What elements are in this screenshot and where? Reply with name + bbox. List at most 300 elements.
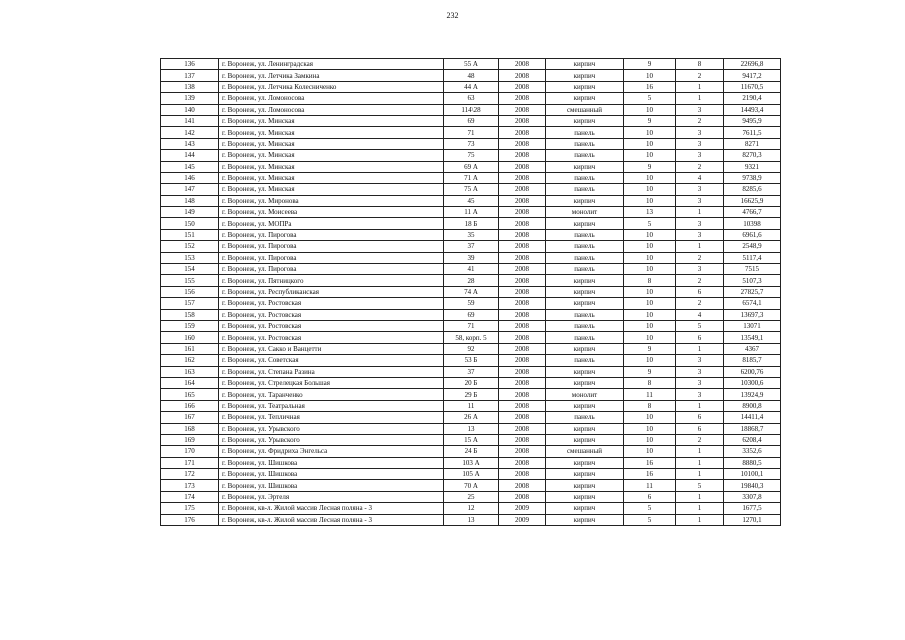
area-cell: 6961,6 [724, 229, 781, 240]
entrances-cell: 2 [676, 298, 724, 309]
wall-material-cell: монолит [546, 207, 624, 218]
table-row [161, 229, 781, 240]
address-cell: г. Воронеж, ул. Урывского [219, 434, 444, 445]
floors-cell: 10 [624, 309, 676, 320]
wall-material-cell: монолит [546, 389, 624, 400]
table-row [161, 127, 781, 138]
year-cell: 2008 [499, 332, 546, 343]
floors-cell: 10 [624, 355, 676, 366]
area-cell: 8271 [724, 138, 781, 149]
table-row [161, 93, 781, 104]
wall-material-cell: кирпич [546, 115, 624, 126]
entrances-cell: 3 [676, 377, 724, 388]
year-cell: 2008 [499, 355, 546, 366]
area-cell: 2190,4 [724, 93, 781, 104]
address-cell: г. Воронеж, ул. Сакко и Ванцетти [219, 343, 444, 354]
entrances-cell: 6 [676, 423, 724, 434]
entrances-cell: 1 [676, 207, 724, 218]
house-number-cell: 11 А [444, 207, 499, 218]
area-cell: 5117,4 [724, 252, 781, 263]
entrances-cell: 3 [676, 104, 724, 115]
address-cell: г. Воронеж, кв-л. Жилой массив Лесная поляна - 3 [219, 503, 444, 514]
row-number-cell: 142 [161, 127, 219, 138]
wall-material-cell: кирпич [546, 377, 624, 388]
table-row [161, 70, 781, 81]
wall-material-cell: кирпич [546, 70, 624, 81]
entrances-cell: 2 [676, 161, 724, 172]
address-cell: г. Воронеж, ул. Минская [219, 172, 444, 183]
table-row [161, 275, 781, 286]
table-row [161, 457, 781, 468]
wall-material-cell: кирпич [546, 298, 624, 309]
year-cell: 2008 [499, 457, 546, 468]
table-row [161, 195, 781, 206]
table-row [161, 389, 781, 400]
row-number-cell: 162 [161, 355, 219, 366]
table-row [161, 264, 781, 275]
wall-material-cell: панель [546, 138, 624, 149]
table-row [161, 514, 781, 525]
entrances-cell: 1 [676, 400, 724, 411]
entrances-cell: 1 [676, 241, 724, 252]
area-cell: 6200,76 [724, 366, 781, 377]
row-number-cell: 139 [161, 93, 219, 104]
year-cell: 2009 [499, 503, 546, 514]
house-number-cell: 71 А [444, 172, 499, 183]
address-cell: г. Воронеж, ул. Ростовская [219, 320, 444, 331]
row-number-cell: 161 [161, 343, 219, 354]
area-cell: 2548,9 [724, 241, 781, 252]
address-cell: г. Воронеж, ул. МОПРа [219, 218, 444, 229]
table-row [161, 491, 781, 502]
address-cell: г. Воронеж, ул. Эртеля [219, 491, 444, 502]
year-cell: 2008 [499, 127, 546, 138]
table-row [161, 434, 781, 445]
entrances-cell: 3 [676, 150, 724, 161]
house-number-cell: 12 [444, 503, 499, 514]
table-row [161, 161, 781, 172]
row-number-cell: 166 [161, 400, 219, 411]
house-number-cell: 20 Б [444, 377, 499, 388]
wall-material-cell: панель [546, 412, 624, 423]
area-cell: 9417,2 [724, 70, 781, 81]
row-number-cell: 173 [161, 480, 219, 491]
wall-material-cell: кирпич [546, 423, 624, 434]
house-number-cell: 26 А [444, 412, 499, 423]
wall-material-cell: кирпич [546, 81, 624, 92]
row-number-cell: 144 [161, 150, 219, 161]
wall-material-cell: кирпич [546, 218, 624, 229]
table-row [161, 423, 781, 434]
area-cell: 8880,5 [724, 457, 781, 468]
floors-cell: 5 [624, 93, 676, 104]
year-cell: 2008 [499, 150, 546, 161]
floors-cell: 10 [624, 138, 676, 149]
row-number-cell: 145 [161, 161, 219, 172]
table-row [161, 150, 781, 161]
house-number-cell: 70 А [444, 480, 499, 491]
year-cell: 2009 [499, 514, 546, 525]
row-number-cell: 175 [161, 503, 219, 514]
wall-material-cell: панель [546, 150, 624, 161]
table-row [161, 480, 781, 491]
house-number-cell: 44 А [444, 81, 499, 92]
entrances-cell: 2 [676, 252, 724, 263]
year-cell: 2008 [499, 104, 546, 115]
area-cell: 8285,6 [724, 184, 781, 195]
wall-material-cell: панель [546, 229, 624, 240]
year-cell: 2008 [499, 138, 546, 149]
table-row [161, 207, 781, 218]
house-number-cell: 48 [444, 70, 499, 81]
house-number-cell: 75 А [444, 184, 499, 195]
row-number-cell: 147 [161, 184, 219, 195]
address-cell: г. Воронеж, ул. Летчика Замкина [219, 70, 444, 81]
table-row [161, 286, 781, 297]
entrances-cell: 2 [676, 70, 724, 81]
row-number-cell: 159 [161, 320, 219, 331]
row-number-cell: 155 [161, 275, 219, 286]
house-number-cell: 13 [444, 514, 499, 525]
floors-cell: 9 [624, 59, 676, 70]
table-row [161, 377, 781, 388]
table-row [161, 309, 781, 320]
row-number-cell: 165 [161, 389, 219, 400]
area-cell: 16625,9 [724, 195, 781, 206]
address-cell: г. Воронеж, ул. Шишкова [219, 469, 444, 480]
entrances-cell: 6 [676, 286, 724, 297]
address-cell: г. Воронеж, ул. Ломоносова [219, 104, 444, 115]
entrances-cell: 2 [676, 115, 724, 126]
address-cell: г. Воронеж, ул. Таранченко [219, 389, 444, 400]
area-cell: 9738,9 [724, 172, 781, 183]
year-cell: 2008 [499, 70, 546, 81]
house-number-cell: 92 [444, 343, 499, 354]
year-cell: 2008 [499, 434, 546, 445]
area-cell: 14411,4 [724, 412, 781, 423]
table-row [161, 81, 781, 92]
row-number-cell: 157 [161, 298, 219, 309]
house-number-cell: 39 [444, 252, 499, 263]
entrances-cell: 1 [676, 343, 724, 354]
row-number-cell: 150 [161, 218, 219, 229]
floors-cell: 8 [624, 400, 676, 411]
wall-material-cell: кирпич [546, 343, 624, 354]
year-cell: 2008 [499, 195, 546, 206]
wall-material-cell: кирпич [546, 503, 624, 514]
entrances-cell: 2 [676, 275, 724, 286]
entrances-cell: 3 [676, 218, 724, 229]
area-cell: 19840,3 [724, 480, 781, 491]
address-cell: г. Воронеж, ул. Пирогова [219, 252, 444, 263]
entrances-cell: 3 [676, 195, 724, 206]
address-cell: г. Воронеж, ул. Пирогова [219, 241, 444, 252]
row-number-cell: 137 [161, 70, 219, 81]
table-row [161, 332, 781, 343]
address-cell: г. Воронеж, ул. Минская [219, 138, 444, 149]
wall-material-cell: кирпич [546, 469, 624, 480]
house-number-cell: 74 А [444, 286, 499, 297]
area-cell: 4766,7 [724, 207, 781, 218]
house-number-cell: 28 [444, 275, 499, 286]
floors-cell: 10 [624, 332, 676, 343]
entrances-cell: 3 [676, 355, 724, 366]
address-cell: г. Воронеж, ул. Ленинградская [219, 59, 444, 70]
year-cell: 2008 [499, 59, 546, 70]
house-number-cell: 114\28 [444, 104, 499, 115]
year-cell: 2008 [499, 275, 546, 286]
row-number-cell: 158 [161, 309, 219, 320]
house-number-cell: 105 А [444, 469, 499, 480]
floors-cell: 5 [624, 514, 676, 525]
wall-material-cell: кирпич [546, 366, 624, 377]
area-cell: 3352,6 [724, 446, 781, 457]
row-number-cell: 160 [161, 332, 219, 343]
year-cell: 2008 [499, 400, 546, 411]
address-cell: г. Воронеж, ул. Летчика Колесниченко [219, 81, 444, 92]
year-cell: 2008 [499, 377, 546, 388]
house-number-cell: 71 [444, 127, 499, 138]
house-number-cell: 29 Б [444, 389, 499, 400]
wall-material-cell: кирпич [546, 275, 624, 286]
row-number-cell: 168 [161, 423, 219, 434]
area-cell: 9321 [724, 161, 781, 172]
address-cell: г. Воронеж, ул. Ломоносова [219, 93, 444, 104]
address-cell: г. Воронеж, ул. Пирогова [219, 229, 444, 240]
floors-cell: 11 [624, 480, 676, 491]
house-number-cell: 15 А [444, 434, 499, 445]
house-number-cell: 73 [444, 138, 499, 149]
table-row [161, 320, 781, 331]
table-row [161, 298, 781, 309]
entrances-cell: 1 [676, 469, 724, 480]
address-cell: г. Воронеж, ул. Минская [219, 184, 444, 195]
housing-register-table [160, 58, 781, 526]
entrances-cell: 8 [676, 59, 724, 70]
address-cell: г. Воронеж, ул. Советская [219, 355, 444, 366]
house-number-cell: 55 А [444, 59, 499, 70]
area-cell: 13697,3 [724, 309, 781, 320]
floors-cell: 10 [624, 264, 676, 275]
table-row [161, 172, 781, 183]
address-cell: г. Воронеж, ул. Урывского [219, 423, 444, 434]
floors-cell: 9 [624, 161, 676, 172]
year-cell: 2008 [499, 161, 546, 172]
table-row [161, 218, 781, 229]
wall-material-cell: панель [546, 309, 624, 320]
table-row [161, 355, 781, 366]
address-cell: г. Воронеж, ул. Стрелецкая Большая [219, 377, 444, 388]
row-number-cell: 148 [161, 195, 219, 206]
year-cell: 2008 [499, 491, 546, 502]
row-number-cell: 174 [161, 491, 219, 502]
table-body [161, 59, 781, 526]
row-number-cell: 167 [161, 412, 219, 423]
row-number-cell: 154 [161, 264, 219, 275]
address-cell: г. Воронеж, ул. Театральная [219, 400, 444, 411]
floors-cell: 16 [624, 81, 676, 92]
entrances-cell: 3 [676, 138, 724, 149]
entrances-cell: 3 [676, 127, 724, 138]
wall-material-cell: смешанный [546, 446, 624, 457]
table-row [161, 138, 781, 149]
entrances-cell: 5 [676, 480, 724, 491]
house-number-cell: 58, корп. 5 [444, 332, 499, 343]
year-cell: 2008 [499, 81, 546, 92]
entrances-cell: 3 [676, 389, 724, 400]
page-number: 232 [446, 11, 459, 20]
floors-cell: 13 [624, 207, 676, 218]
wall-material-cell: панель [546, 332, 624, 343]
house-number-cell: 25 [444, 491, 499, 502]
house-number-cell: 37 [444, 241, 499, 252]
wall-material-cell: кирпич [546, 93, 624, 104]
area-cell: 5107,3 [724, 275, 781, 286]
wall-material-cell: кирпич [546, 514, 624, 525]
year-cell: 2008 [499, 115, 546, 126]
wall-material-cell: смешанный [546, 104, 624, 115]
house-number-cell: 71 [444, 320, 499, 331]
year-cell: 2008 [499, 309, 546, 320]
floors-cell: 10 [624, 423, 676, 434]
year-cell: 2008 [499, 252, 546, 263]
area-cell: 8185,7 [724, 355, 781, 366]
table-row [161, 469, 781, 480]
wall-material-cell: панель [546, 264, 624, 275]
floors-cell: 5 [624, 503, 676, 514]
area-cell: 6208,4 [724, 434, 781, 445]
row-number-cell: 140 [161, 104, 219, 115]
floors-cell: 10 [624, 412, 676, 423]
area-cell: 13071 [724, 320, 781, 331]
year-cell: 2008 [499, 184, 546, 195]
entrances-cell: 3 [676, 184, 724, 195]
floors-cell: 10 [624, 127, 676, 138]
area-cell: 11670,5 [724, 81, 781, 92]
floors-cell: 10 [624, 195, 676, 206]
table-row [161, 366, 781, 377]
address-cell: г. Воронеж, ул. Ростовская [219, 298, 444, 309]
year-cell: 2008 [499, 241, 546, 252]
entrances-cell: 2 [676, 434, 724, 445]
floors-cell: 10 [624, 241, 676, 252]
floors-cell: 10 [624, 434, 676, 445]
area-cell: 1677,5 [724, 503, 781, 514]
floors-cell: 6 [624, 491, 676, 502]
floors-cell: 8 [624, 275, 676, 286]
wall-material-cell: кирпич [546, 491, 624, 502]
entrances-cell: 1 [676, 457, 724, 468]
wall-material-cell: кирпич [546, 400, 624, 411]
entrances-cell: 4 [676, 309, 724, 320]
house-number-cell: 13 [444, 423, 499, 434]
address-cell: г. Воронеж, ул. Минская [219, 161, 444, 172]
wall-material-cell: кирпич [546, 286, 624, 297]
table-row [161, 343, 781, 354]
entrances-cell: 1 [676, 446, 724, 457]
address-cell: г. Воронеж, ул. Минская [219, 127, 444, 138]
row-number-cell: 151 [161, 229, 219, 240]
address-cell: г. Воронеж, ул. Тепличная [219, 412, 444, 423]
entrances-cell: 3 [676, 366, 724, 377]
entrances-cell: 1 [676, 503, 724, 514]
wall-material-cell: панель [546, 184, 624, 195]
area-cell: 22696,8 [724, 59, 781, 70]
table-row [161, 241, 781, 252]
wall-material-cell: панель [546, 320, 624, 331]
address-cell: г. Воронеж, ул. Миронова [219, 195, 444, 206]
row-number-cell: 164 [161, 377, 219, 388]
floors-cell: 9 [624, 343, 676, 354]
table-row [161, 59, 781, 70]
year-cell: 2008 [499, 343, 546, 354]
entrances-cell: 1 [676, 491, 724, 502]
floors-cell: 8 [624, 377, 676, 388]
house-number-cell: 75 [444, 150, 499, 161]
row-number-cell: 152 [161, 241, 219, 252]
floors-cell: 10 [624, 286, 676, 297]
floors-cell: 9 [624, 366, 676, 377]
entrances-cell: 4 [676, 172, 724, 183]
house-number-cell: 24 Б [444, 446, 499, 457]
entrances-cell: 1 [676, 93, 724, 104]
wall-material-cell: кирпич [546, 457, 624, 468]
house-number-cell: 11 [444, 400, 499, 411]
year-cell: 2008 [499, 412, 546, 423]
floors-cell: 11 [624, 389, 676, 400]
table-row [161, 400, 781, 411]
row-number-cell: 153 [161, 252, 219, 263]
wall-material-cell: панель [546, 241, 624, 252]
address-cell: г. Воронеж, ул. Моисеева [219, 207, 444, 218]
address-cell: г. Воронеж, ул. Ростовская [219, 332, 444, 343]
year-cell: 2008 [499, 469, 546, 480]
house-number-cell: 35 [444, 229, 499, 240]
wall-material-cell: кирпич [546, 195, 624, 206]
floors-cell: 10 [624, 104, 676, 115]
area-cell: 8900,8 [724, 400, 781, 411]
area-cell: 3307,8 [724, 491, 781, 502]
house-number-cell: 103 А [444, 457, 499, 468]
address-cell: г. Воронеж, ул. Минская [219, 115, 444, 126]
address-cell: г. Воронеж, ул. Степана Разина [219, 366, 444, 377]
address-cell: г. Воронеж, кв-л. Жилой массив Лесная поляна - 3 [219, 514, 444, 525]
entrances-cell: 3 [676, 264, 724, 275]
house-number-cell: 37 [444, 366, 499, 377]
area-cell: 13924,9 [724, 389, 781, 400]
house-number-cell: 41 [444, 264, 499, 275]
row-number-cell: 163 [161, 366, 219, 377]
wall-material-cell: кирпич [546, 59, 624, 70]
address-cell: г. Воронеж, ул. Минская [219, 150, 444, 161]
year-cell: 2008 [499, 480, 546, 491]
area-cell: 4367 [724, 343, 781, 354]
address-cell: г. Воронеж, ул. Пирогова [219, 264, 444, 275]
year-cell: 2008 [499, 172, 546, 183]
area-cell: 9495,9 [724, 115, 781, 126]
wall-material-cell: панель [546, 355, 624, 366]
floors-cell: 10 [624, 446, 676, 457]
entrances-cell: 5 [676, 320, 724, 331]
floors-cell: 16 [624, 469, 676, 480]
address-cell: г. Воронеж, ул. Республиканская [219, 286, 444, 297]
floors-cell: 16 [624, 457, 676, 468]
floors-cell: 10 [624, 150, 676, 161]
year-cell: 2008 [499, 264, 546, 275]
area-cell: 14493,4 [724, 104, 781, 115]
house-number-cell: 53 Б [444, 355, 499, 366]
floors-cell: 5 [624, 218, 676, 229]
